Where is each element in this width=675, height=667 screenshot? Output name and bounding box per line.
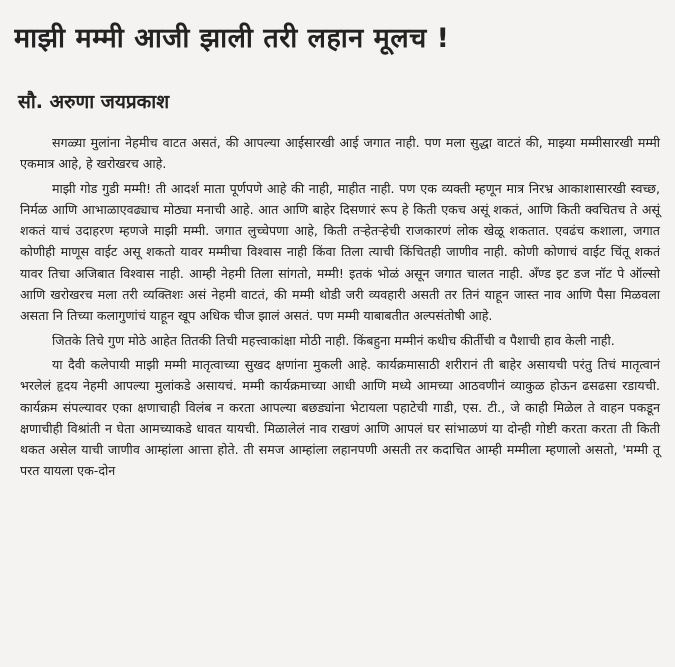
- paragraph-2: माझी गोड गुडी मम्मी! ती आदर्श माता पूर्णपणे आहे की नाही, माहीत नाही. पण एक व्यक्ती म्हणून मात्र निरभ्र आकाशासारखी स्वच्छ, निर्मळ आणि आभाळाएवढ्याच मोठ्या मनाची आहे. आत आणि बाहेर दिसणारं रूप हे किती एकच असूं शकतं, आणि किती क्वचितच ते असूं शकतं याचं उदाहरण म्हणजे माझी मम्मी. जगात लुच्चेपणा आहे, किती तऱ्हेतऱ्हेची राजकारणं लोक खेळू शकतात. एवढंच कशाला, जगात कोणीही माणूस वाईट असू शकतो यावर मम्मीचा विश्वास नाही किंवा तिला त्याची किंचितही जाणीव नाही. कोणी कोणाचं वाईट चिंतू शकतं यावर तिचा अजिबात विश्वास नाही. आम्ही नेहमी तिला सांगतो, मम्मी! इतकं भोळं असून जगात चालत नाही. अँण्ड इट डज नॉट पे ऑल्सो आणि खरोखरच मला तरी व्यक्तिशः असं नेहमी वाटतं, की मम्मी थोडी जरी व्यवहारी असती तर तिनं याहून जास्त नाव आणि पैसा मिळवला असता नि तिच्या कलागुणांचं याहून खूप अधिक चीज झालं असतं. पण मम्मी याबाबतीत अल्पसंतोषी आहे.: [20, 180, 660, 324]
- author-byline: सौ. अरुणा जयप्रकाश: [18, 91, 170, 113]
- paragraph-3: जितके तिचे गुण मोठे आहेत तितकी तिची महत्त्वाकांक्षा मोठी नाही. किंबहुना मम्मीनं कधीच कीर्तीची व पैशाची हाव केली नाही.: [52, 332, 615, 348]
- paragraph-4: या दैवी कलेपायी माझी मम्मी मातृत्वाच्या सुखद क्षणांना मुकली आहे. कार्यक्रमासाठी शरीरानं ती बाहेर असायची परंतु तिचं मातृत्वानं भरलेलं हृदय नेहमी आपल्या मुलांकडे असायचं. मम्मी कार्यक्रमाच्या आधी आणि मध्ये आमच्या आठवणीनं व्याकुळ होऊन ढसढसा रडायची. कार्यक्रम संपल्यावर एका क्षणाचाही विलंब न करता आपल्या बछड्यांना भेटायला पहाटेची गाडी, एस. टी., जे काही मिळेल ते वाहन पकडून क्षणाचीही विश्रांती न घेता आमच्याकडे धावत यायची. मिळालेलं नाव राखणं आणि आपलं घर सांभाळणं या दोन्ही गोष्टी करता करता ती किती थकत असेल याची जाणीव आम्हांला आत्ता होते. ती समज आम्हांला लहानपणी असती तर कदाचित आम्ही मम्मीला म्हणालो असतो, 'मम्मी तू परत यायला एक-दोन: [20, 356, 660, 479]
- article-title: माझी मम्मी आजी झाली तरी लहान मूलच !: [14, 23, 450, 54]
- paragraph-1: सगळ्या मुलांना नेहमीच वाटत असतं, की आपल्या आईसारखी आई जगात नाही. पण मला सुद्धा वाटतं की, माझ्या मम्मीसारखी मम्मी एकमात्र आहे, हे खरोखरच आहे.: [20, 135, 660, 172]
- article-body: [20, 132, 660, 485]
